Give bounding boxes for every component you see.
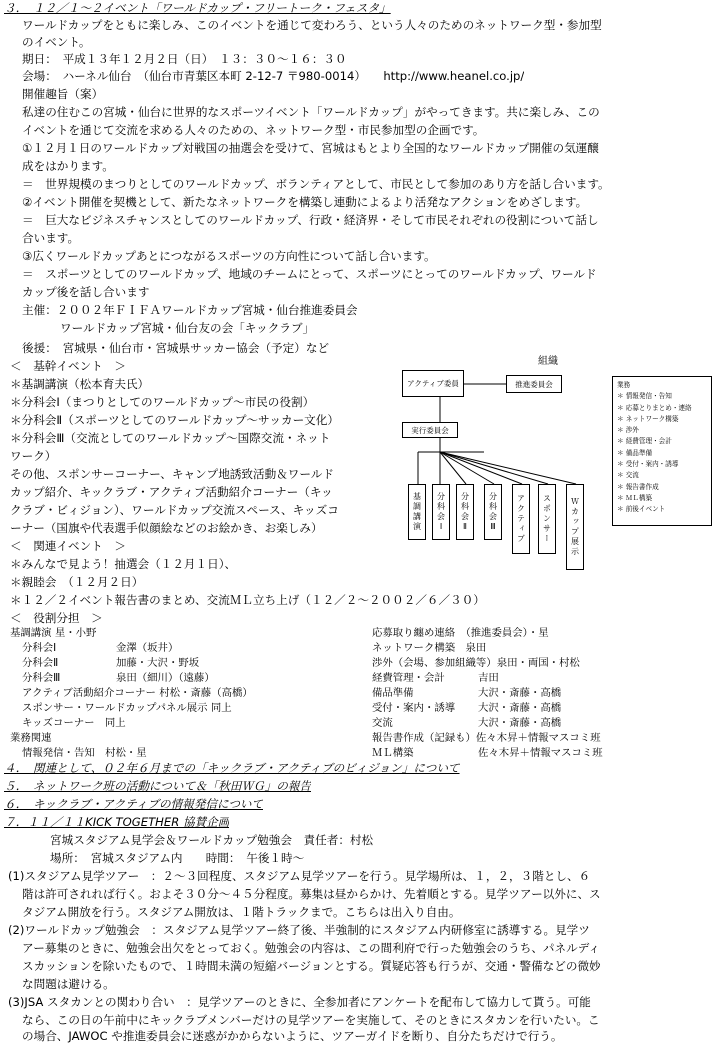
section-7-place: 場所： 宮城スタジアム内 時間： 午後１時～ — [50, 851, 305, 865]
org-branch: 分科会Ⅰ — [432, 484, 450, 540]
org-box-promotion: 推進委員会 — [506, 375, 562, 393]
org-business-list — [612, 376, 712, 526]
section-7-item: な問題は避ける。 — [22, 977, 115, 991]
main-event-item: クラブ・ビィジョン）、ワールドカップ交流スペース、キッズコ — [10, 503, 339, 517]
role-row: 受付・案内・誘導 — [372, 702, 456, 714]
role-value: 加藤・大沢・野坂 — [116, 657, 200, 669]
related-event-item: ＊親睦会 （１２月２日） — [10, 575, 144, 589]
role-row: 分科会Ⅲ — [22, 672, 61, 684]
role-row: 渉外（会場、参加組織等）泉田・両国・村松 — [372, 657, 580, 669]
intro-line-1: ワールドカップをともに楽しみ、このイベントを通じて変わろう、という人々のためのネットワーク型・参加型 — [22, 18, 602, 32]
role-row: 応募取り纏め連絡 （推進委員会）・星 — [372, 627, 549, 639]
section-7-item: (3)JSA スタカンとの関わり合い ：見学ツアーのときに、全参加者にアンケートを配布して協力して貰う。可能 — [8, 995, 591, 1009]
role-value: 金澤（坂井） — [116, 642, 179, 654]
role-row: ネットワーク構築 泉田 — [372, 642, 487, 654]
org-chart-title: 組織 — [538, 356, 558, 367]
org-business-item: ＊ 交流 — [617, 471, 639, 480]
main-event-item: その他、スポンサーコーナー、キャンプ地誘致活動＆ワールド — [10, 467, 334, 481]
org-branch: 分科会Ⅱ — [456, 484, 474, 540]
org-branch: 分科会Ⅲ — [484, 484, 502, 540]
section-7-item: 階は許可されれば行く。およそ３０分～４５分程度。募集は昼からかけ、先着順とする。見学ツアー以外に、ス — [22, 887, 601, 901]
org-business-item: ＊ 情報発信・告知 — [617, 392, 672, 401]
role-value: 佐々木昇＋情報マスコミ班 — [478, 747, 603, 759]
related-event-item: ＊みんなで見よう！抽選会（１２月１日）、 — [10, 557, 237, 571]
section-7-item: なら、この日の午前中にキックラブメンバーだけの見学ツアーを実施して、そのときにスタカンを行いたい。こ — [22, 1013, 600, 1027]
main-event-item: カップ紹介、キックラブ・アクティブ活動紹介コーナー（キッ — [10, 485, 333, 499]
org-business-item: ＊ ＭＬ構築 — [617, 493, 653, 502]
main-event-item: ＊基調講演（松本育夫氏） — [10, 377, 150, 391]
purpose-line: イベントを通じて交流を求める人々のための、ネットワーク型・市民参加型の企画です。 — [22, 123, 485, 137]
role-row: 備品準備 — [372, 687, 414, 699]
event-date: 期日： 平成１３年１２月２日（日） １３：３０～１６：３０ — [22, 52, 347, 66]
purpose-heading: 開催趣旨（案） — [22, 87, 104, 101]
related-event-item: ＊１２／２イベント報告書のまとめ、交流ＭＬ立ち上げ（１２／２～２００２／６／３０） — [10, 593, 485, 607]
purpose-line: ＝ 巨大なビジネスチャンスとしてのワールドカップ、行政・経済界・そして市民それぞれの役割について話し — [22, 213, 599, 227]
section-7-item: (2)ワールドカップ勉強会 ：スタジアム見学ツアー終了後、半強制的にスタジアム内研修室に誘導する。見学ツ — [8, 923, 590, 937]
org-business-item: ＊ 受付・案内・誘導 — [617, 460, 679, 469]
role-row: 交流 — [372, 717, 393, 729]
role-row: 情報発信・告知 村松・星 — [22, 747, 147, 759]
purpose-line: 私達の住むこの宮城・仙台に世界的なスポーツイベント「ワールドカップ」がやってきます。共に楽しみ、この — [22, 105, 600, 119]
org-branch: Ｗカップ展示 — [566, 484, 584, 570]
purpose-line: ＝ スポーツとしてのワールドカップ、地域のチームにとって、スポーツにとってのワールドカップ、ワールド — [22, 267, 597, 281]
section-5-heading: ５． ネットワーク班の活動について＆「秋田ＷＧ」の報告 — [4, 779, 312, 793]
purpose-line: 合います。 — [22, 231, 80, 245]
org-branch: アクティブ — [512, 484, 530, 554]
purpose-line: ①１２月１日のワールドカップ対戦国の抽選会を受けて、宮城はもとより全国的なワールドカップ開催の気運醸 — [22, 141, 599, 155]
role-value: 大沢・斎藤・高橋 — [478, 687, 562, 699]
role-value: 泉田（細川）（遠藤） — [116, 672, 215, 684]
section-3-heading: ３． １２／１～２イベント「ワールドカップ・フリートーク・フェスタ」 — [4, 1, 391, 15]
role-row: キッズコーナー 同上 — [22, 717, 126, 729]
intro-line-2: のイベント。 — [22, 35, 91, 49]
org-business-title: 業務 — [617, 381, 631, 389]
related-events-heading: ＜ 関連イベント ＞ — [10, 539, 126, 553]
section-7-item: スカッションを除いたもので、１時間未満の短縮バージョンとする。質疑応答も行うが、交通・警備などの微妙 — [22, 959, 601, 973]
section-7-title: 宮城スタジアム見学会＆ワールドカップ勉強会 責任者：村松 — [50, 833, 374, 847]
role-row: 報告書作成（記録も）佐々木昇＋情報マスコミ班 — [372, 732, 601, 744]
purpose-line: ＝ 世界規模のまつりとしてのワールドカップ、ボランティアとして、市民として参加のあり方を話し合います。 — [22, 177, 610, 191]
role-row: 分科会Ⅰ — [22, 642, 57, 654]
section-7-item: タジアム開放を行う。スタジアム開放は、１階トラックまで。こちらは出入り自由。 — [22, 905, 461, 919]
org-business-item: ＊ ネットワーク構築 — [617, 414, 679, 423]
purpose-line: カップ後を話し合います — [22, 285, 150, 299]
role-value: 吉田 — [478, 672, 499, 684]
role-value: 大沢・斎藤・高橋 — [478, 702, 562, 714]
main-events-heading: ＜ 基幹イベント ＞ — [10, 359, 126, 373]
role-row: 業務関連 — [10, 732, 52, 744]
role-row: スポンサー・ワールドカップパネル展示 同上 — [22, 702, 232, 714]
role-row: 基調講演 星・小野 — [10, 627, 97, 639]
section-7-heading: ７．１１／１１KICK TOGETHER 協賛企画 — [4, 815, 230, 829]
organizer-line-2: ワールドカップ宮城・仙台友の会「キックラブ」 — [60, 321, 315, 335]
org-business-item: ＊ 前後イベント — [617, 505, 666, 514]
section-7-item: の場合、JAWOC や推進委員会に迷惑がかからないように、ツアーガイドを断り、自分たちだけで行う。 — [22, 1029, 563, 1043]
role-row: 分科会Ⅱ — [22, 657, 59, 669]
purpose-line: ③広くワールドカップあとにつながるスポーツの方向性について話し合います。 — [22, 249, 436, 263]
org-business-item: ＊ 渉外 — [617, 426, 639, 435]
organizer-line-1: 主催：２００２年ＦＩＦＡワールドカップ宮城・仙台推進委員会 — [22, 303, 358, 317]
org-business-item: ＊ 備品準備 — [617, 448, 653, 457]
section-6-heading: ６． キックラブ・アクティブの情報発信について — [4, 797, 264, 811]
main-event-item: ーナー（国旗や代表選手似顔絵などのお絵かき、お楽しみ） — [10, 521, 323, 535]
role-row: ＭＬ構築 — [372, 747, 414, 759]
org-box-executive: 実行委員会 — [402, 422, 458, 438]
section-7-item: (1)スタジアム見学ツアー ：２～３回程度、スタジアム見学ツアーを行う。見学場所は、１，２，３階とし、６ — [8, 869, 591, 883]
main-event-item: ＊分科会Ⅱ（スポーツとしてのワールドカップ～サッカー文化） — [10, 413, 339, 427]
section-7-item: アー募集のときに、勉強会出欠をとっておく。勉強会の内容は、この間利府で行った勉強会のうち、パネルディ — [22, 941, 600, 955]
org-business-item: ＊ 応募とりまとめ・連絡 — [617, 403, 692, 412]
role-row: 経費管理・会計 — [372, 672, 445, 684]
purpose-line: ②イベント開催を契機として、新たなネットワークを構築し連動によるより活発なアクションをめざします。 — [22, 195, 588, 209]
main-event-item: ＊分科会Ⅲ（交流としてのワールドカップ～国際交流・ネット — [10, 431, 331, 445]
support-line: 後援： 宮城県・仙台市・宮城県サッカー協会（予定）など — [22, 341, 330, 355]
main-event-item: ＊分科会Ⅰ（まつりとしてのワールドカップ～市民の役割） — [10, 395, 315, 409]
org-chart — [398, 352, 714, 584]
org-business-item: ＊ 経費管理・会計 — [617, 437, 672, 446]
role-value: 大沢・斎藤・高橋 — [478, 717, 562, 729]
role-row: アクティブ活動紹介コーナー 村松・斎藤（高橋） — [22, 687, 253, 699]
org-box-active: アクティブ委員 — [402, 370, 464, 397]
roles-heading: ＜ 役割分担 ＞ — [10, 611, 103, 625]
org-branch: 基調講演 — [408, 484, 426, 540]
section-4-heading: ４． 関連として、０２年６月までの「キックラブ・アクティブのビィジョン」について — [4, 761, 460, 775]
org-branch: スポンサー — [538, 484, 556, 554]
purpose-line: 成をはかります。 — [22, 159, 114, 173]
main-event-item: ワーク） — [10, 449, 57, 463]
org-business-item: ＊ 報告書作成 — [617, 482, 659, 491]
event-venue: 会場： ハーネル仙台 （仙台市青葉区本町 2-12-7 〒980-0014） http://www.heanel.co.jp/ — [22, 69, 525, 83]
